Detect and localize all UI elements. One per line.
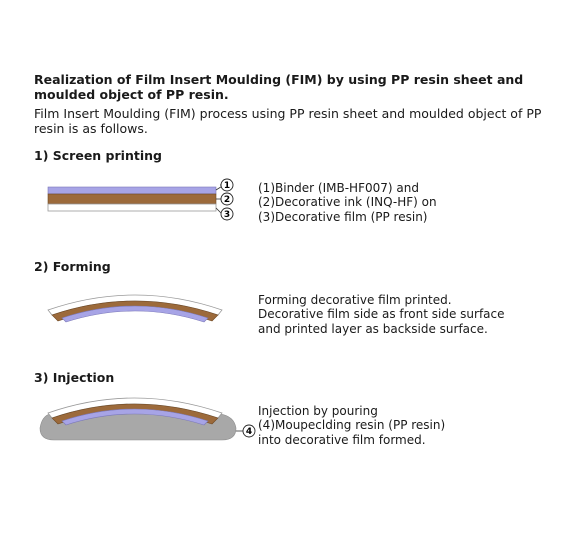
title-line: moulded object of PP resin. xyxy=(34,87,229,102)
description-line: (1)Binder (IMB-HF007) and xyxy=(258,181,419,195)
marker-2 xyxy=(221,193,233,205)
svg-text:1: 1 xyxy=(223,181,231,192)
marker-1 xyxy=(221,179,233,191)
section-heading-screen-printing: 1) Screen printing xyxy=(34,148,162,163)
marker-3 xyxy=(221,208,233,220)
description-line: Decorative film side as front side surface xyxy=(258,307,505,322)
forming-description xyxy=(258,293,505,336)
description-line: (3)Decorative film (PP resin) xyxy=(258,209,428,224)
injection-description xyxy=(258,404,445,447)
description-line: Injection by pouring xyxy=(258,404,378,418)
binder-layer xyxy=(48,187,216,194)
screen-printing-description xyxy=(258,181,437,224)
description-line: and printed layer as backside surface. xyxy=(258,321,488,336)
section-heading-forming: 2) Forming xyxy=(34,259,111,274)
svg-text:2: 2 xyxy=(223,195,231,206)
intro-line: resin is as follows. xyxy=(34,121,148,136)
description-line: (4)Moupeclding resin (PP resin) xyxy=(258,418,446,433)
intro-text xyxy=(34,106,544,136)
film-layer xyxy=(48,204,216,211)
forming-diagram xyxy=(40,284,230,334)
description-line: into decorative film formed. xyxy=(258,432,426,447)
description-line: Forming decorative film printed. xyxy=(258,293,452,307)
section-heading-injection: 3) Injection xyxy=(34,370,115,385)
description-line: (2)Decorative ink (INQ-HF) on xyxy=(258,195,437,210)
injection-diagram xyxy=(36,384,260,446)
page-title xyxy=(34,72,534,102)
svg-text:4: 4 xyxy=(245,427,253,438)
marker-4 xyxy=(243,425,255,437)
ink-layer xyxy=(48,194,216,204)
title-line: Realization of Film Insert Moulding (FIM) by using PP resin sheet and xyxy=(34,72,524,87)
intro-line: Film Insert Moulding (FIM) process using PP resin sheet and moulded object of PP xyxy=(34,106,542,121)
svg-text:3: 3 xyxy=(223,210,231,221)
screen-printing-diagram xyxy=(40,176,250,224)
